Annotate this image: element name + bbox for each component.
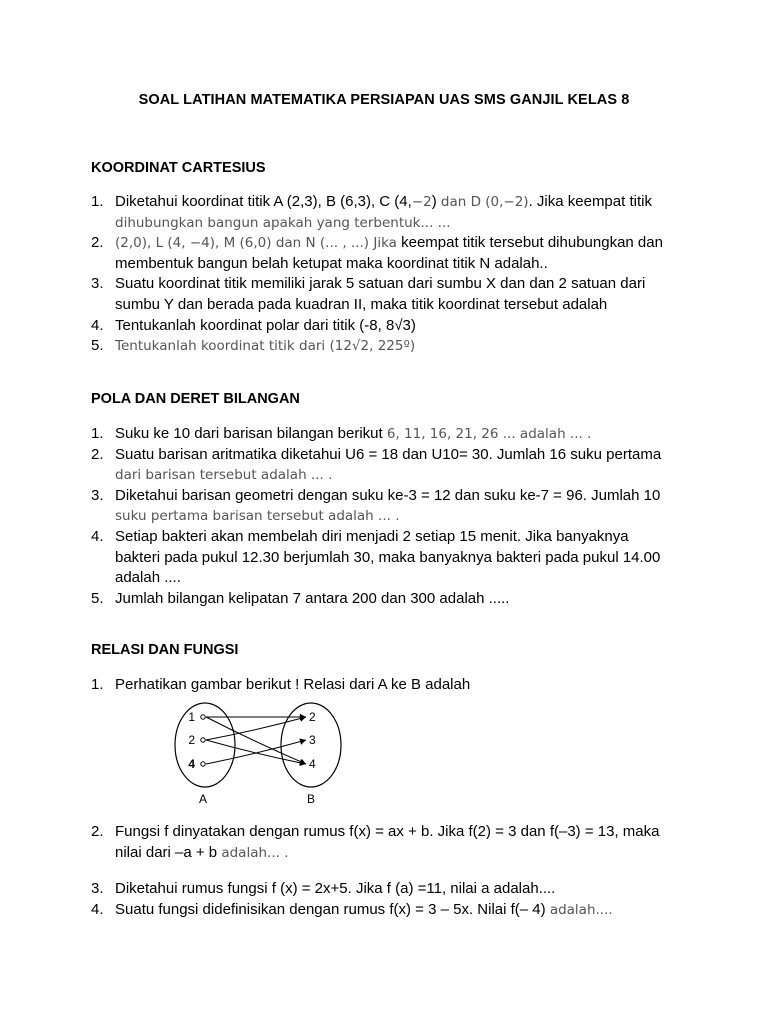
question-number: 3. [91, 275, 104, 293]
question-item [91, 233, 691, 274]
question-text: Suku ke 10 dari barisan bilangan berikut [115, 425, 387, 442]
question-list-pola [91, 424, 691, 609]
set-a-point [201, 715, 205, 719]
question-line [115, 589, 691, 610]
question-text: Suatu barisan aritmatika diketahui U6 = 18 dan U10= 30. Jumlah 16 suku pertama [115, 445, 662, 463]
question-text: . Jika keempat titik [528, 193, 652, 210]
question-line [115, 527, 691, 548]
set-a-point [201, 762, 205, 766]
relation-arrow [206, 715, 306, 740]
question-line [115, 213, 691, 234]
question-text: adalah... . [221, 844, 289, 861]
question-line [115, 254, 691, 275]
question-number: 2. [91, 823, 104, 840]
question-line [115, 424, 691, 445]
set-a-element: 4 [188, 757, 195, 771]
question-text: dihubungkan bangun apakah yang terbentuk... ... [115, 214, 451, 231]
question-item [91, 589, 691, 610]
relation-arrow [206, 739, 306, 764]
question-text: Diketahui barisan geometri dengan suku ke-3 = 12 dan suku ke-7 = 96. Jumlah 10 [115, 486, 661, 504]
question-line [115, 900, 691, 921]
question-number: 4. [91, 900, 104, 918]
question-item [91, 486, 691, 527]
question-number: 5. [91, 589, 104, 607]
question-line [115, 445, 691, 466]
question-number: 3. [91, 880, 104, 898]
question-line [115, 548, 691, 569]
question-line [115, 336, 691, 357]
question-text: Setiap bakteri akan membelah diri menjadi 2 setiap 15 menit. Jika banyaknya [115, 527, 629, 545]
set-b-element: 2 [309, 710, 316, 724]
question-line [115, 233, 691, 254]
question-text: adalah .... [115, 569, 181, 587]
question-number: 2. [91, 234, 104, 252]
question-line [115, 879, 691, 900]
question-text: −2 [411, 194, 432, 210]
set-a-label: A [198, 792, 208, 806]
question-line [115, 274, 691, 295]
section-heading-pola: POLA DAN DERET BILANGAN [91, 391, 300, 407]
question-text: membentuk bangun belah ketupat maka koordinat titik N adalah.. [115, 254, 548, 272]
question-list-koordinat [91, 192, 691, 357]
question-text: ) [431, 193, 441, 210]
question-text: Diketahui koordinat titik A (2,3), B (6,3), C (4, [115, 193, 412, 210]
question-item [91, 316, 691, 337]
question-text: (2,0), L (4, −4), M (6,0) dan N (... , ...) Jika [115, 235, 397, 252]
question-number: 4. [91, 527, 104, 545]
question-text: dan D (0,−2) [440, 194, 529, 210]
question-text: keempat titik tersebut dihubungkan dan [396, 234, 663, 252]
question-item [91, 527, 691, 589]
set-a-element: 1 [188, 710, 195, 724]
question-text: Tentukanlah koordinat titik dari (12√2, 225º) [115, 338, 416, 355]
question-line [115, 822, 691, 843]
set-a-element: 2 [188, 733, 195, 747]
question-text: 6, 11, 16, 21, 26 ... adalah ... . [386, 426, 592, 442]
question-number: 4. [91, 316, 104, 334]
set-b-element: 3 [309, 733, 316, 747]
question-item [91, 424, 691, 445]
question-text: Fungsi f dinyatakan dengan rumus f(x) = ax + b. Jika f(2) = 3 dan f(–3) = 13, maka [115, 823, 660, 840]
question-number: 2. [91, 445, 104, 463]
relation-arrow-diagram [165, 700, 355, 810]
set-a-point [201, 738, 205, 742]
question-text: Jumlah bilangan kelipatan 7 antara 200 dan 300 adalah ..... [115, 589, 510, 607]
question-text: Suatu fungsi didefinisikan dengan rumus f(x) = 3 – 5x. Nilai f(– 4) [115, 900, 550, 918]
question-number: 5. [91, 337, 104, 355]
question-line [115, 506, 691, 527]
question-line [115, 486, 691, 507]
set-b-element: 4 [309, 757, 316, 771]
question-text: suku pertama barisan tersebut adalah ... . [115, 508, 400, 525]
question-line [115, 192, 691, 213]
set-b-label: B [306, 792, 316, 806]
question-text: Suatu koordinat titik memiliki jarak 5 satuan dari sumbu X dan dan 2 satuan dari [115, 275, 646, 293]
question-item [91, 822, 691, 863]
relation-diagram-svg [165, 700, 355, 810]
question-number: 1. [91, 425, 104, 442]
question-text: Tentukanlah koordinat polar dari titik (-8, 8√3) [115, 316, 416, 334]
relation-arrow [206, 717, 306, 765]
question-line [115, 568, 691, 589]
section-heading-relasi: RELASI DAN FUNGSI [91, 642, 239, 658]
question-line [115, 295, 691, 316]
question-number: 1. [91, 193, 104, 210]
question-list-relasi-1 [91, 675, 691, 696]
question-item [91, 192, 691, 233]
question-line [115, 843, 691, 864]
question-line [115, 316, 691, 337]
question-line [115, 675, 691, 696]
question-item [91, 336, 691, 357]
question-text: dari barisan tersebut adalah ... . [115, 467, 333, 484]
question-list-relasi-2 [91, 822, 691, 920]
question-text: Diketahui rumus fungsi f (x) = 2x+5. Jika f (a) =11, nilai a adalah.... [115, 880, 556, 898]
question-item [91, 274, 691, 315]
section-heading-koordinat: KOORDINAT CARTESIUS [91, 160, 266, 176]
question-text: sumbu Y dan berada pada kuadran II, maka titik koordinat tersebut adalah [115, 295, 608, 313]
question-item [91, 445, 691, 486]
question-text: bakteri pada pukul 12.30 berjumlah 30, maka banyaknya bakteri pada pukul 14.00 [115, 548, 661, 566]
question-text: nilai dari –a + b [115, 843, 222, 861]
question-item [91, 675, 691, 696]
relation-arrow [206, 714, 306, 720]
question-item [91, 900, 691, 921]
question-text: adalah.... [549, 901, 613, 918]
question-line [115, 465, 691, 486]
question-item [91, 879, 691, 900]
page-title: SOAL LATIHAN MATEMATIKA PERSIAPAN UAS SMS GANJIL KELAS 8 [138, 92, 630, 108]
question-text: Perhatikan gambar berikut ! Relasi dari A ke B adalah [115, 676, 471, 693]
question-number: 3. [91, 486, 104, 504]
question-number: 1. [91, 676, 104, 693]
